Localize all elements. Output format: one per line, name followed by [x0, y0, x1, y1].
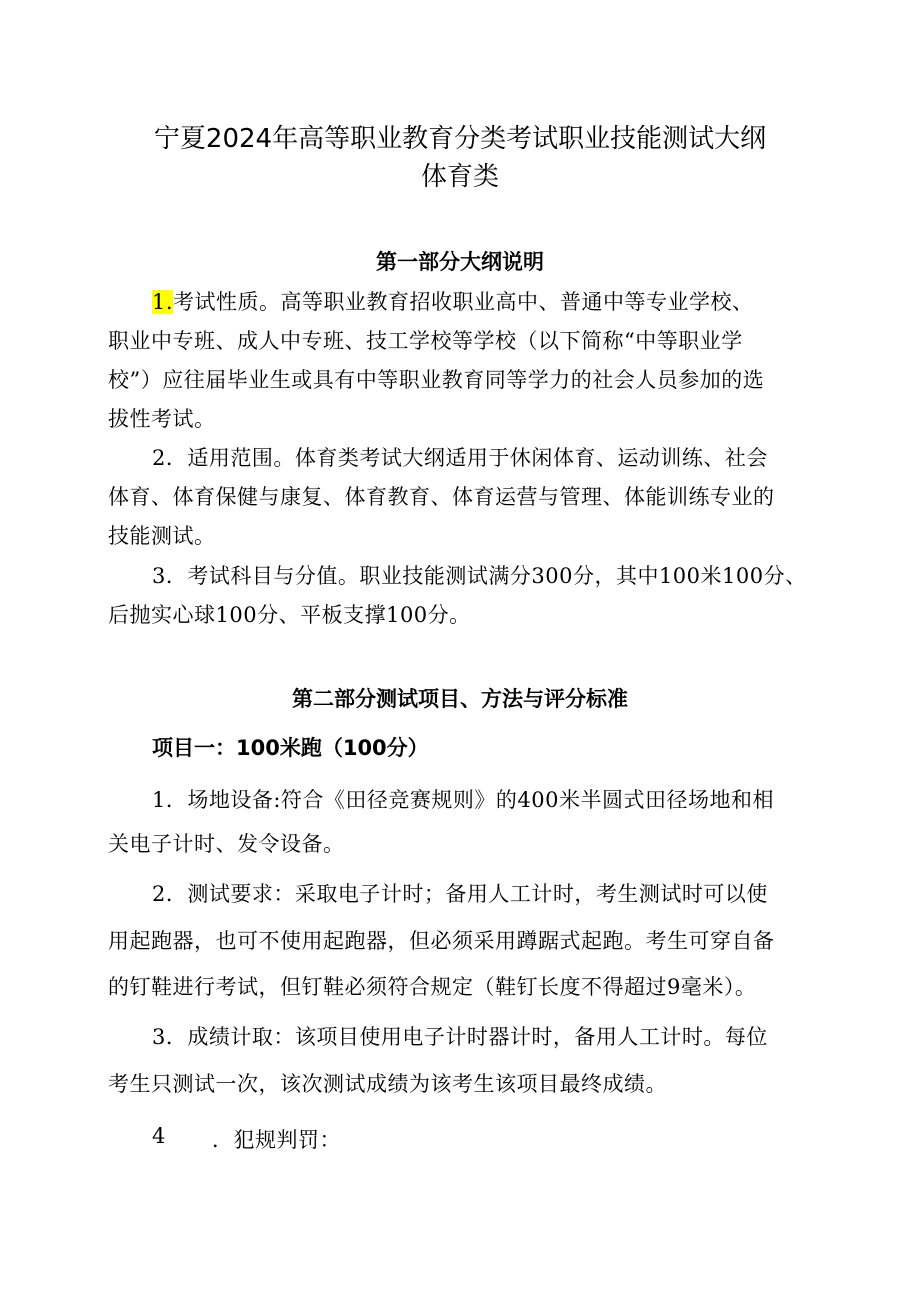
part1-heading: 第一部分大纲说明 — [376, 250, 544, 274]
paragraph-1-line-1 — [152, 286, 754, 316]
paragraph-3-line-1: 3．考试科目与分值。职业技能测试满分300分，其中100米100分、 — [152, 564, 807, 588]
section-3-line-2: 考生只测试一次，该次测试成绩为该考生该项目最终成绩。 — [108, 1072, 667, 1096]
section-2-line-3: 的钉鞋进行考试，但钉鞋必须符合规定（鞋钉长度不得超过9毫米）。 — [108, 975, 757, 999]
document-title-line2: 体育类 — [420, 162, 499, 192]
section-3-line-1: 3．成绩计取：该项目使用电子计时器计时，备用人工计时。每位 — [152, 1025, 768, 1049]
paragraph-1-line-2: 职业中专班、成人中专班、技工学校等学校（以下简称“中等职业学 — [108, 329, 743, 353]
section-4-label: ．犯规判罚： — [212, 1128, 341, 1152]
section-1-line-1: 1．场地设备:符合《田径竞赛规则》的400米半圆式田径场地和相 — [152, 788, 775, 812]
paragraph-2-line-1: 2．适用范围。体育类考试大纲适用于休闲体育、运动训练、社会 — [152, 446, 768, 470]
section-2-line-1: 2．测试要求：采取电子计时；备用人工计时，考生测试时可以使 — [152, 882, 768, 906]
section-2-line-2: 用起跑器，也可不使用起跑器，但必须采用蹲踞式起跑。考生可穿自备 — [108, 929, 775, 953]
document-title-line1: 宁夏2024年高等职业教育分类考试职业技能测试大纲 — [153, 124, 767, 154]
paragraph-1-text: 考试性质。高等职业教育招收职业高中、普通中等专业学校、 — [173, 290, 754, 314]
paragraph-3-line-2: 后抛实心球100分、平板支撑100分。 — [108, 603, 471, 627]
paragraph-2-line-3: 技能测试。 — [108, 524, 216, 548]
paragraph-1-line-3: 校”）应往届毕业生或具有中等职业教育同等学力的社会人员参加的选 — [108, 368, 765, 392]
section-4-number: 4 — [152, 1124, 166, 1148]
paragraph-1-line-4: 拔性考试。 — [108, 407, 216, 431]
highlighted-number: 1. — [152, 290, 174, 314]
paragraph-2-line-2: 体育、体育保健与康复、体育教育、体育运营与管理、体能训练专业的 — [108, 485, 775, 509]
part2-heading: 第二部分测试项目、方法与评分标准 — [292, 687, 628, 711]
section-1-line-2: 关电子计时、发令设备。 — [108, 832, 345, 856]
item-1-title: 项目一：100米跑（100分） — [152, 736, 429, 760]
